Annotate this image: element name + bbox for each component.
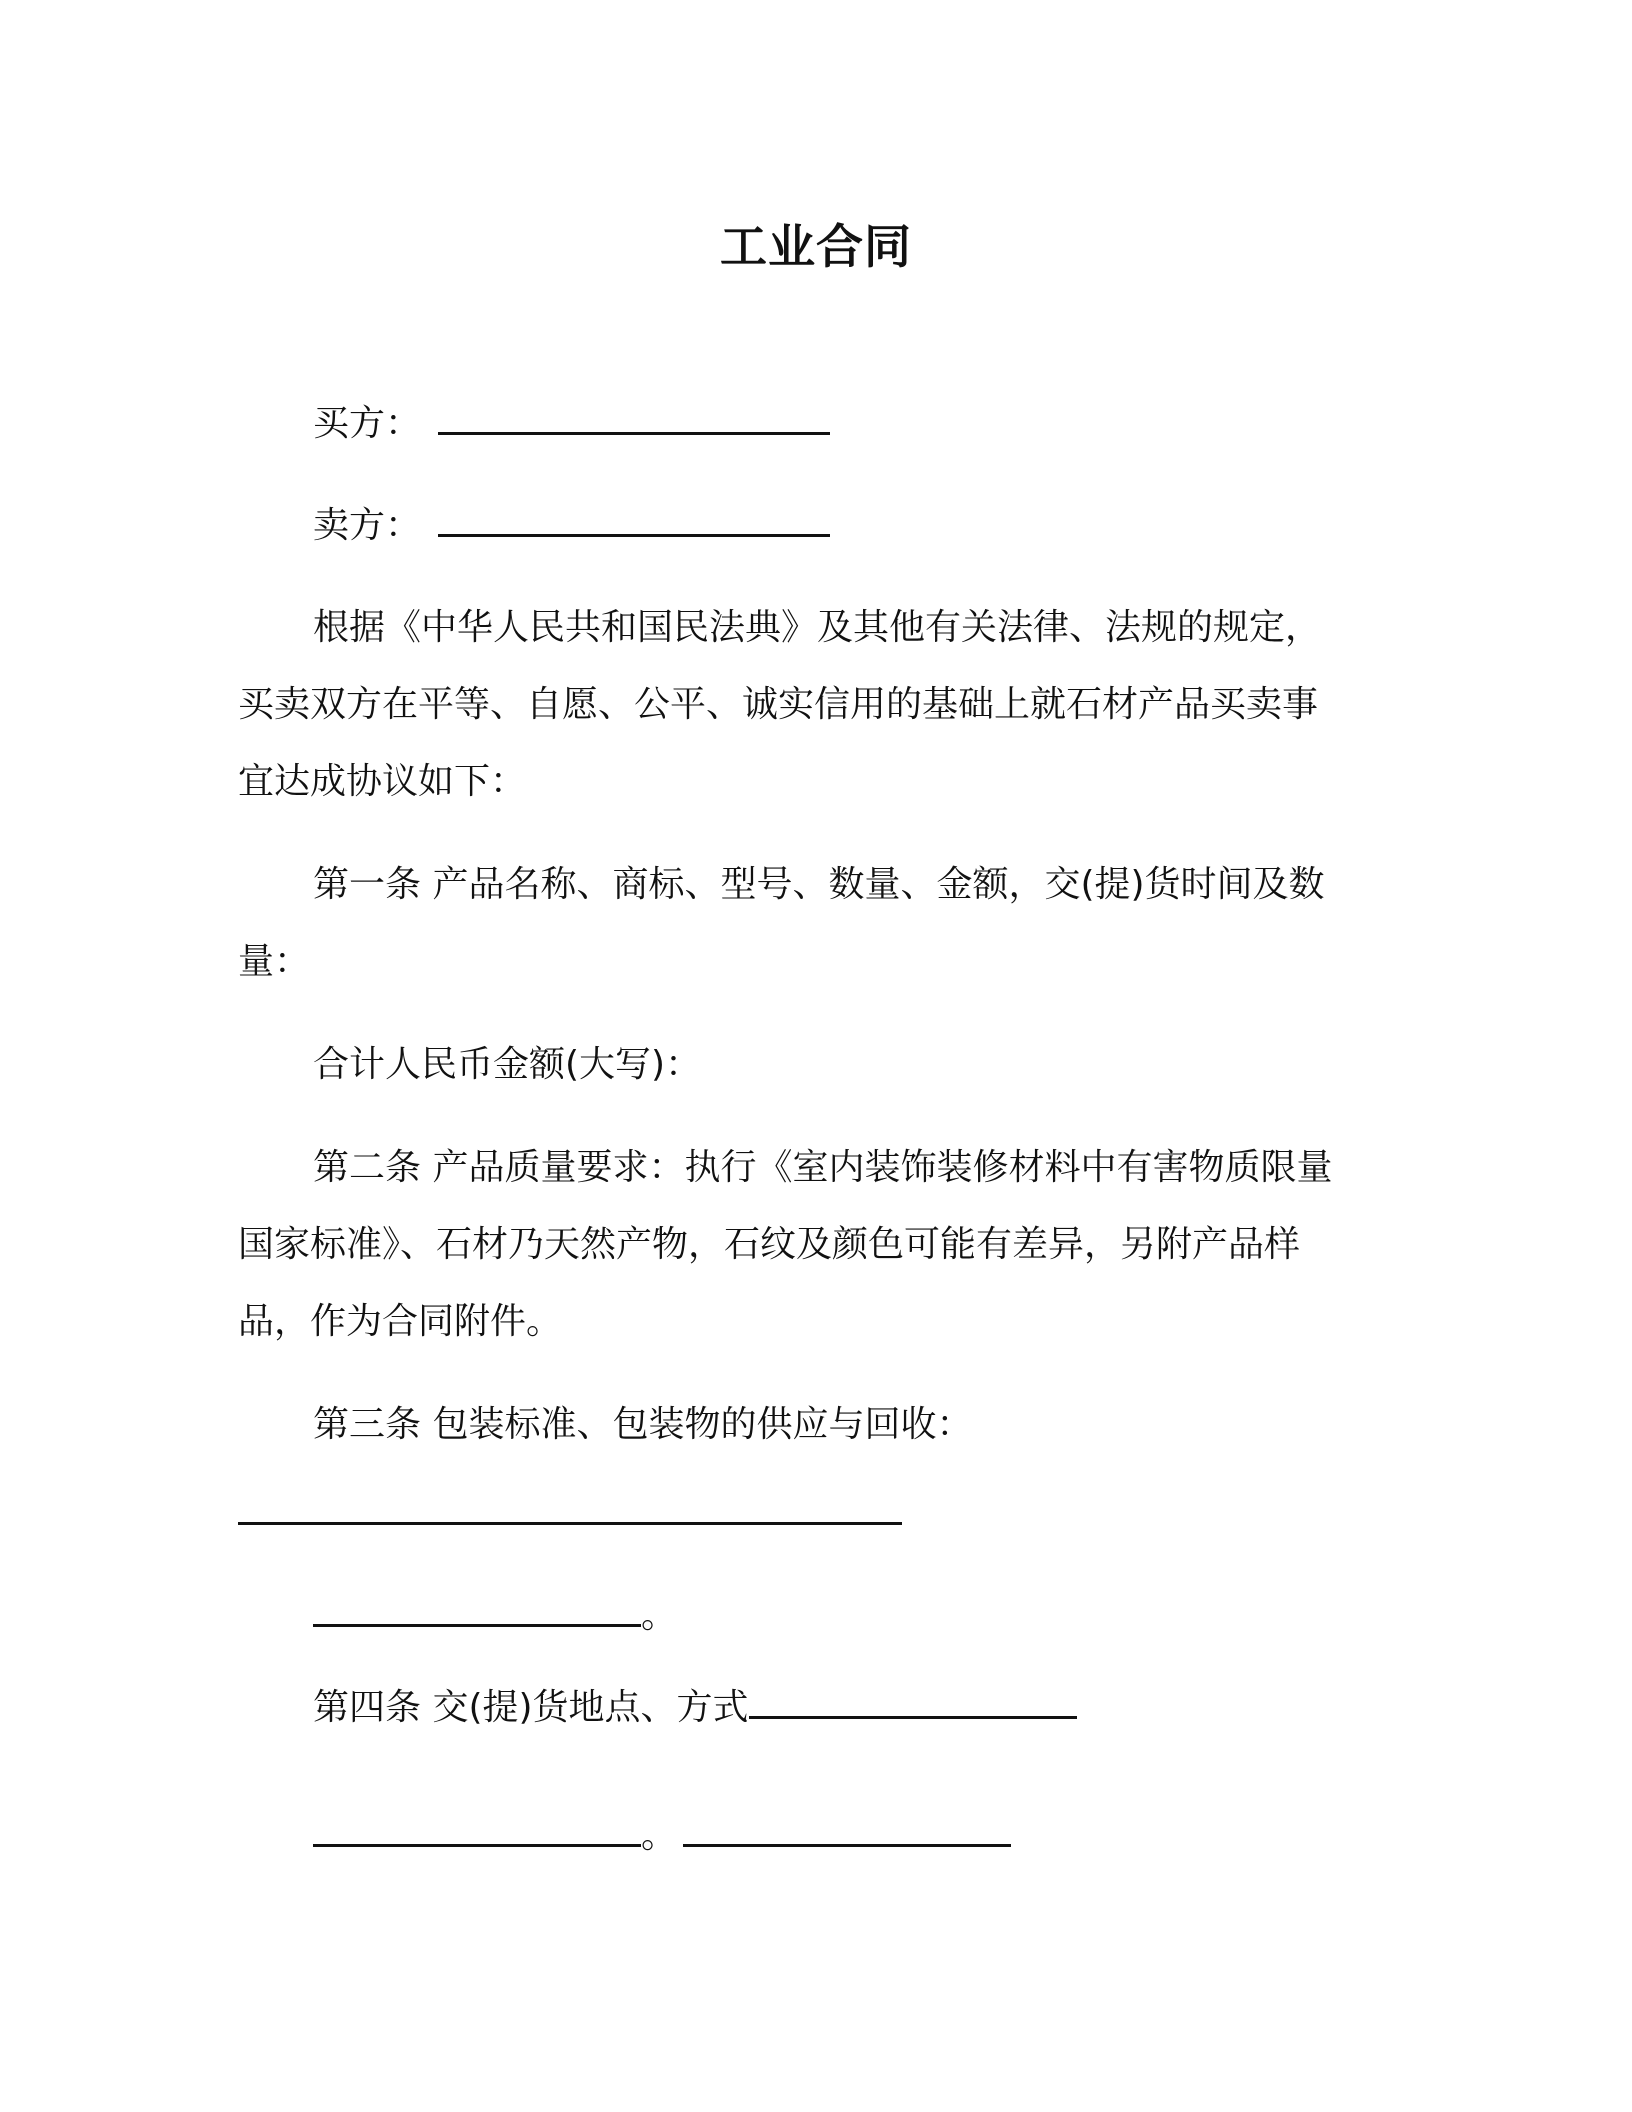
article1-line-2: 量： [238, 941, 311, 982]
seller-label: 卖方： [313, 505, 422, 546]
article3-line: 第三条 包装标准、包装物的供应与回收： [313, 1404, 973, 1445]
article4-label: 第四条 交(提)货地点、方式 [313, 1687, 749, 1728]
buyer-blank [438, 398, 830, 435]
seller-line [313, 500, 830, 551]
article3-blank-1 [238, 1488, 902, 1525]
intro-line-3: 宜达成协议如下： [238, 761, 527, 802]
article4-blank-line-2 [313, 1810, 1011, 1861]
period-mark-2: 。 [641, 1815, 678, 1856]
intro-line-2: 买卖双方在平等、自愿、公平、诚实信用的基础上就石材产品买卖事 [238, 684, 1319, 725]
buyer-line [313, 398, 830, 449]
article3-blank-line-2 [313, 1590, 677, 1641]
article4-line [313, 1682, 1077, 1733]
article2-line-2: 国家标准》、石材乃天然产物，石纹及颜色可能有差异，另附产品样 [238, 1224, 1301, 1265]
period-mark: 。 [641, 1595, 678, 1636]
article4-blank-1 [749, 1682, 1077, 1719]
total-amount-line: 合计人民币金额(大写)： [313, 1044, 702, 1085]
article3-blank-line-1 [238, 1488, 902, 1539]
buyer-label: 买方： [313, 403, 422, 444]
article4-blank-3 [683, 1810, 1011, 1847]
document-title: 工业合同 [720, 220, 912, 275]
seller-blank [438, 500, 830, 537]
article4-blank-2 [313, 1810, 641, 1847]
article2-line-3: 品，作为合同附件。 [238, 1301, 563, 1342]
article3-blank-2 [313, 1590, 641, 1627]
article1-line-1: 第一条 产品名称、商标、型号、数量、金额，交(提)货时间及数 [313, 864, 1325, 905]
intro-line-1: 根据《中华人民共和国民法典》及其他有关法律、法规的规定， [313, 607, 1322, 648]
article2-line-1: 第二条 产品质量要求：执行《室内装饰装修材料中有害物质限量 [313, 1147, 1333, 1188]
